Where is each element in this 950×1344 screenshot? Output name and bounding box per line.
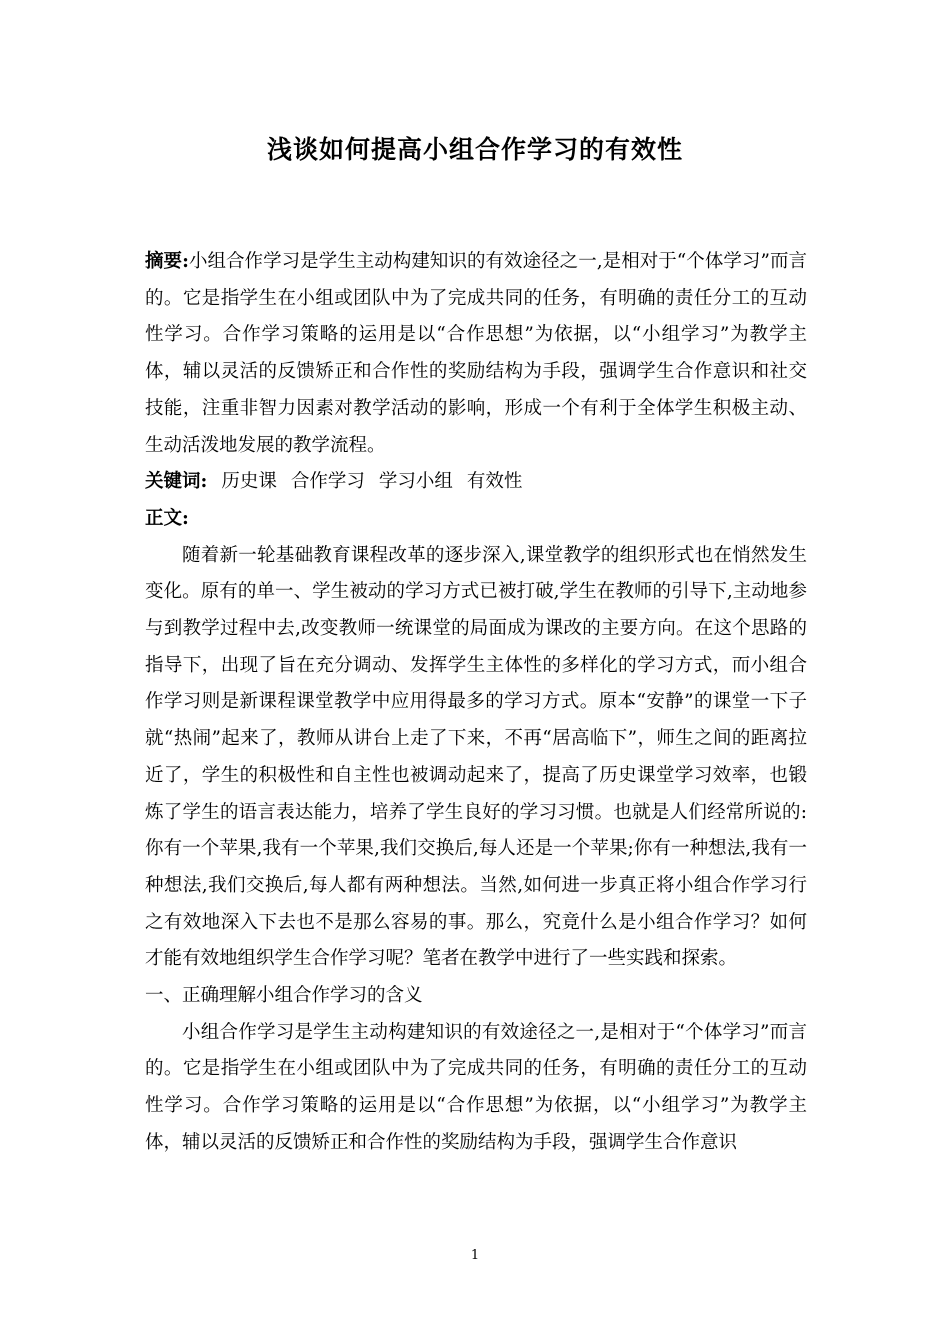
document-content (145, 244, 807, 1162)
abstract-text: 小组合作学习是学生主动构建知识的有效途径之一,是相对于“个体学习”而言的。它是指学生在小组或团队中为了完成共同的任务，有明确的责任分工的互动性学习。合作学习策略的运用是以“合作思想”为依据，以“小组学习”为教学主体，辅以灵活的反馈矫正和合作性的奖励结构为手段，强调学生合作意识和社交技能，注重非智力因素对教学活动的影响，形成一个有利于全体学生积极主动、生动活泼地发展的教学流程。 (145, 251, 807, 456)
abstract-label: 摘要: (145, 251, 189, 272)
page-number: 1 (470, 1248, 480, 1263)
body-paragraph: 随着新一轮基础教育课程改革的逐步深入,课堂教学的组织形式也在悄然发生变化。原有的单一、学生被动的学习方式已被打破,学生在教师的引导下,主动地参与到教学过程中去,改变教师一统课堂的局面成为课改的主要方向。在这个思路的指导下，出现了旨在充分调动、发挥学生主体性的多样化的学习方式，而小组合作学习则是新课程课堂教学中应用得最多的学习方式。原本“安静”的课堂一下子就“热闹”起来了，教师从讲台上走了下来，不再“居高临下”，师生之间的距离拉近了，学生的积极性和自主性也被调动起来了，提高了历史课堂学习效率，也锻炼了学生的语言表达能力，培养了学生良好的学习习惯。也就是人们经常所说的:你有一个苹果,我有一个苹果,我们交换后,每人还是一个苹果;你有一种想法,我有一种想法,我们交换后,每人都有两种想法。当然,如何进一步真正将小组合作学习行之有效地深入下去也不是那么容易的事。那么，究竟什么是小组合作学习？如何才能有效地组织学生合作学习呢？笔者在教学中进行了一些实践和探索。 (145, 544, 807, 970)
body-label: 正文: (145, 507, 189, 529)
keyword-item: 合作学习 (290, 471, 365, 493)
keywords-label: 关键词: (145, 471, 208, 493)
section-paragraph: 小组合作学习是学生主动构建知识的有效途径之一,是相对于“个体学习”而言的。它是指学生在小组或团队中为了完成共同的任务，有明确的责任分工的互动性学习。合作学习策略的运用是以“合作思想”为依据，以“小组学习”为教学主体，辅以灵活的反馈矫正和合作性的奖励结构为手段，强调学生合作意识 (145, 1021, 807, 1153)
page-title: 浅谈如何提高小组合作学习的有效性 (266, 135, 683, 164)
section-heading: 一、正确理解小组合作学习的含义 (145, 985, 423, 1007)
keyword-item: 有效性 (466, 471, 523, 493)
keyword-item: 历史课 (221, 471, 277, 493)
abstract-paragraph (145, 244, 807, 464)
keyword-item: 学习小组 (378, 471, 453, 493)
keywords-line (145, 464, 807, 501)
